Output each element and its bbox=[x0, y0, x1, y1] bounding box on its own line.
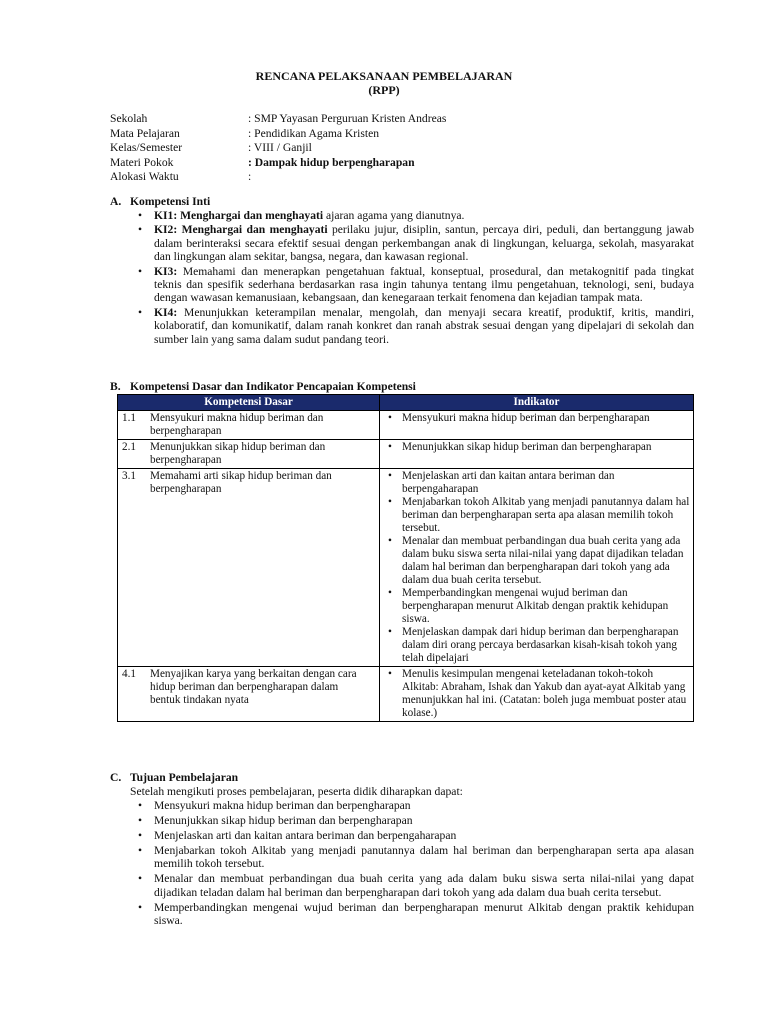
document-title: RENCANA PELAKSANAAN PEMBELAJARAN bbox=[255, 69, 513, 83]
meta-value: : SMP Yayasan Perguruan Kristen Andreas bbox=[248, 112, 447, 125]
section-a-heading bbox=[110, 195, 210, 208]
kd-number: 3.1 bbox=[122, 470, 136, 482]
tujuan-text: Memperbandingkan mengenai wujud beriman dan berpengharapan menurut Alkitab dengan praktik kehidupan siswa. bbox=[154, 900, 694, 928]
indikator-text: Memperbandingkan mengenai wujud beriman dan berpengharapan menurut Alkitab dengan praktik kehidupan siswa. bbox=[402, 587, 669, 625]
section-c-heading bbox=[110, 771, 238, 784]
ki-lead: Menghargai dan menghayati bbox=[181, 223, 328, 237]
ki-text: Memahami dan menerapkan pengetahuan faktual, konseptual, prosedural, dan metakognitif pada tingkat teknis dan spesifik sederhana berdasarkan rasa ingin tahunya tentang ilmu pengetahuan, teknologi, seni, budaya dengan wawasan kemanusiaan, kebangsaan, dan kenegaraan terkait fenomena dan kejadian tampak mata. bbox=[154, 264, 694, 305]
indikator-text: Mensyukuri makna hidup beriman dan berpengharapan bbox=[402, 412, 650, 424]
identity-block bbox=[110, 112, 446, 185]
tujuan-list bbox=[130, 799, 694, 929]
bullet-icon: • bbox=[388, 412, 392, 424]
ki-item bbox=[130, 306, 694, 346]
section-letter: B. bbox=[110, 380, 121, 393]
ki-code: KI2: bbox=[154, 223, 178, 237]
kd-cell bbox=[118, 469, 380, 667]
bullet-icon: • bbox=[138, 814, 143, 827]
indikator-cell bbox=[380, 411, 694, 440]
kd-cell bbox=[118, 411, 380, 440]
bullet-icon: • bbox=[388, 626, 392, 638]
meta-row bbox=[110, 112, 446, 127]
ki-item bbox=[130, 209, 694, 222]
ki-code: KI1: bbox=[154, 209, 178, 222]
bullet-icon: • bbox=[138, 829, 143, 842]
tujuan-text: Menjabarkan tokoh Alkitab yang menjadi panutannya dalam hal beriman dan berpengharapan serta apa alasan memilih tokoh tersebut. bbox=[154, 844, 694, 871]
ki-code: KI3: bbox=[154, 264, 178, 278]
tujuan-text: Menunjukkan sikap hidup beriman dan berpengharapan bbox=[154, 814, 413, 827]
ki-item bbox=[130, 223, 694, 263]
bullet-icon: • bbox=[138, 799, 143, 812]
indikator-item bbox=[384, 626, 690, 665]
indikator-text: Menjabarkan tokoh Alkitab yang menjadi panutannya dalam hal beriman dan berpengharapan serta apa alasan memilih tokoh tersebut. bbox=[402, 496, 690, 534]
meta-label: Materi Pokok bbox=[110, 155, 174, 169]
tujuan-item bbox=[130, 799, 694, 812]
indikator-item bbox=[384, 535, 690, 587]
meta-value: : Pendidikan Agama Kristen bbox=[248, 126, 380, 140]
indikator-item bbox=[384, 496, 690, 535]
ki-text: ajaran agama yang dianutnya. bbox=[323, 209, 465, 222]
kd-text: Memahami arti sikap hidup beriman dan berpengharapan bbox=[150, 470, 332, 495]
table-row bbox=[118, 440, 694, 469]
meta-row bbox=[110, 170, 446, 185]
bullet-icon: • bbox=[138, 844, 143, 857]
bullet-icon: • bbox=[138, 264, 143, 278]
kd-number: 4.1 bbox=[122, 668, 136, 680]
kd-cell bbox=[118, 440, 380, 469]
column-header-indikator: Indikator bbox=[380, 395, 694, 411]
table-row bbox=[118, 469, 694, 667]
meta-value: : VIII / Ganjil bbox=[248, 141, 312, 155]
tujuan-text: Menalar dan membuat perbandingan dua buah cerita yang ada dalam buku siswa serta nilai-nilai yang dapat dijadikan teladan dalam hal beriman dan berpengharapan dari tokoh yang ada dalam dua buah cerita tersebut. bbox=[154, 872, 694, 899]
document-subtitle: (RPP) bbox=[368, 83, 400, 97]
bullet-icon: • bbox=[138, 305, 143, 319]
bullet-icon: • bbox=[138, 872, 143, 886]
bullet-icon: • bbox=[388, 441, 392, 453]
indikator-item bbox=[384, 470, 690, 496]
meta-label: Mata Pelajaran bbox=[110, 126, 180, 140]
kd-number: 2.1 bbox=[122, 441, 136, 453]
ki-text: Menunjukkan keterampilan menalar, mengolah, dan menyaji secara kreatif, produktif, kritis, mandiri, kolaboratif, dan komunikatif, dalam ranah konkret dan ranah abstrak sesuai dengan yang dipelajari di sekolah dan sumber lain yang sama dalam sudut pandang teori. bbox=[154, 305, 694, 346]
kd-text: Menyajikan karya yang berkaitan dengan cara hidup beriman dan berpengharapan dalam bentuk tindakan nyata bbox=[150, 668, 357, 706]
ki-lead: Menghargai dan menghayati bbox=[180, 209, 324, 222]
meta-label: Alokasi Waktu bbox=[110, 170, 179, 184]
bullet-icon: • bbox=[388, 668, 392, 680]
table-row bbox=[118, 411, 694, 440]
meta-row bbox=[110, 127, 446, 142]
bullet-icon: • bbox=[138, 900, 143, 914]
tujuan-item bbox=[130, 872, 694, 899]
kd-number: 1.1 bbox=[122, 412, 136, 424]
tujuan-item bbox=[130, 829, 694, 842]
section-title: Kompetensi Inti bbox=[130, 195, 211, 208]
kd-cell bbox=[118, 667, 380, 722]
indikator-item bbox=[384, 668, 690, 720]
meta-value: : bbox=[248, 170, 252, 184]
meta-row bbox=[110, 141, 446, 156]
tujuan-intro: Setelah mengikuti proses pembelajaran, peserta didik diharapkan dapat: bbox=[130, 785, 463, 798]
meta-value: : Dampak hidup berpengharapan bbox=[248, 155, 415, 169]
kompetensi-inti-list bbox=[130, 209, 694, 347]
ki-text: perilaku jujur, disiplin, santun, percaya diri, peduli, dan bertanggung jawab dalam berinteraksi secara efektif sesuai dengan perkembangan anak di lingkungan, keluarga, sekolah, masyarakat dan lingkungan alam sekitar, bangsa, negara, dan kawasan regional. bbox=[154, 223, 694, 264]
bullet-icon: • bbox=[388, 496, 392, 508]
meta-row bbox=[110, 156, 446, 171]
column-header-kd: Kompetensi Dasar bbox=[118, 395, 380, 411]
table-header-row bbox=[118, 395, 694, 411]
indikator-item bbox=[384, 587, 690, 626]
section-title: Kompetensi Dasar dan Indikator Pencapaian Kompetensi bbox=[130, 380, 416, 393]
indikator-cell bbox=[380, 667, 694, 722]
indikator-text: Menjelaskan dampak dari hidup beriman dan berpengharapan dalam diri orang percaya berdasarkan kisah-kisah tokoh yang telah dipelajari bbox=[402, 626, 679, 664]
tujuan-text: Menjelaskan arti dan kaitan antara beriman dan berpengaharapan bbox=[154, 829, 457, 842]
kd-text: Menunjukkan sikap hidup beriman dan berpengharapan bbox=[150, 441, 326, 466]
indikator-text: Menalar dan membuat perbandingan dua buah cerita yang ada dalam buku siswa serta nilai-nilai yang dapat dijadikan teladan dalam hal beriman dan berpengharapan dari tokoh yang ada dalam dua buah cerita tersebut. bbox=[402, 535, 684, 586]
indikator-text: Menunjukkan sikap hidup beriman dan berpengharapan bbox=[402, 441, 652, 453]
ki-code: KI4: bbox=[154, 305, 178, 319]
tujuan-text: Mensyukuri makna hidup beriman dan berpengharapan bbox=[154, 799, 411, 812]
indikator-item bbox=[384, 441, 690, 454]
bullet-icon: • bbox=[138, 209, 143, 222]
ki-item bbox=[130, 265, 694, 305]
tujuan-item bbox=[130, 901, 694, 928]
bullet-icon: • bbox=[388, 470, 392, 482]
kompetensi-dasar-table bbox=[117, 394, 694, 722]
section-letter: C. bbox=[110, 771, 122, 784]
section-letter: A. bbox=[110, 195, 122, 208]
tujuan-item bbox=[130, 844, 694, 871]
bullet-icon: • bbox=[138, 223, 143, 237]
table-row bbox=[118, 667, 694, 722]
bullet-icon: • bbox=[388, 535, 392, 547]
kd-text: Mensyukuri makna hidup beriman dan berpengharapan bbox=[150, 412, 324, 437]
section-title: Tujuan Pembelajaran bbox=[130, 771, 239, 784]
indikator-cell bbox=[380, 440, 694, 469]
bullet-icon: • bbox=[388, 587, 392, 599]
meta-label: Sekolah bbox=[110, 112, 148, 125]
indikator-text: Menulis kesimpulan mengenai keteladanan tokoh-tokoh Alkitab: Abraham, Ishak dan Yakub dan ayat-ayat Alkitab yang menunjukkan hal ini. (Catatan: boleh juga membuat poster atau kolase.) bbox=[402, 668, 687, 719]
indikator-text: Menjelaskan arti dan kaitan antara beriman dan berpengaharapan bbox=[402, 470, 615, 495]
tujuan-item bbox=[130, 814, 694, 827]
meta-label: Kelas/Semester bbox=[110, 141, 183, 155]
indikator-cell bbox=[380, 469, 694, 667]
indikator-item bbox=[384, 412, 690, 425]
section-b-heading bbox=[110, 380, 416, 393]
